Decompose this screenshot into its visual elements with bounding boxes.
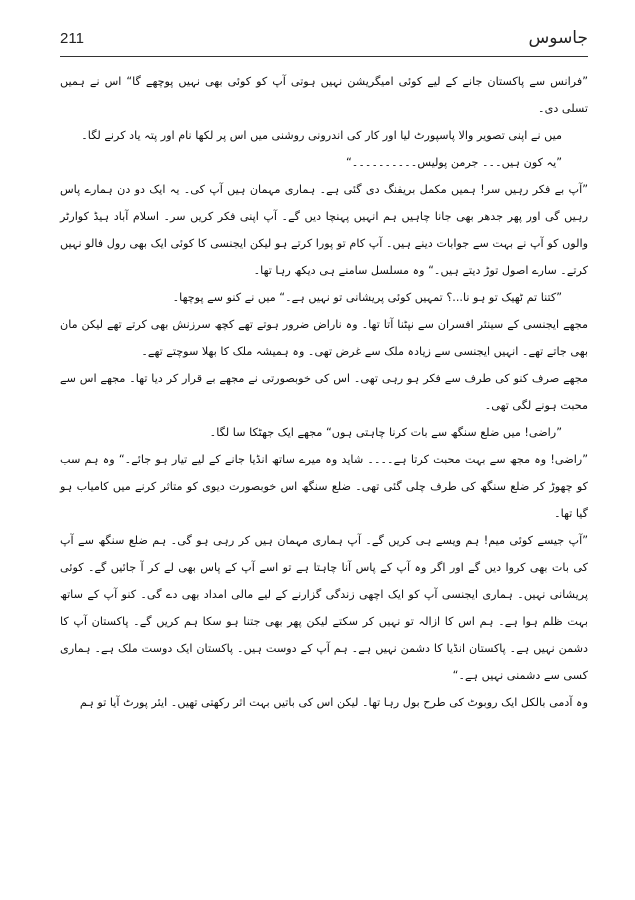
paragraph: وہ آدمی بالکل ایک روبوٹ کی طرح بول رہا تھا۔ لیکن اس کی باتیں بہت اثر رکھتی تھیں۔ ایئر پورٹ آیا تو ہم [79, 696, 588, 709]
paragraph: ”یہ کون ہیں۔۔۔ جرمن پولیس۔۔۔۔۔۔۔۔۔۔“ [345, 156, 562, 169]
paragraph: میں نے اپنی تصویر والا پاسپورٹ لیا اور کار کی اندرونی روشنی میں اس پر لکھا نام اور پتہ یاد کرنے لگا۔ [81, 129, 562, 142]
paragraph: ”کتنا تم ٹھیک تو ہو نا...؟ تمہیں کوئی پریشانی تو نہیں ہے۔“ میں نے کنو سے پوچھا۔ [172, 291, 562, 304]
header-rule [60, 56, 588, 57]
paragraph: ”راضی! وہ مجھ سے بہت محبت کرتا ہے۔۔۔۔ شاید وہ میرے ساتھ انڈیا جانے کے لیے تیار ہو جائے۔“ وہ ہم سب کو چھوڑ کر ضلع سنگھ کی طرف چلی گئی تھی۔ ضلع سنگھ اس خوبصورت دیوی کو متاثر کرنے میں کامیاب ہو گیا تھا۔ [60, 453, 588, 520]
paragraph: ”آپ بے فکر رہیں سر! ہمیں مکمل بریفنگ دی گئی ہے۔ ہماری مہمان ہیں آپ کی۔ یہ ایک دو دن ہمارے پاس رہیں گی اور پھر جدھر بھی جانا چاہیں ہم انہیں پہنچا دیں گے۔ آپ اپنی فکر کریں سر۔ اسلام آباد ہیڈ کوارٹر والوں کو آپ نے بہت سے جوابات دینے ہیں۔ آپ کام تو پورا کرتے ہو لیکن ایجنسی کا کوئی ایک بھی رول فالو نہیں کرتے۔ سارے اصول توڑ دیتے ہیں۔“ وہ مسلسل سامنے ہی دیکھ رہا تھا۔ [60, 183, 588, 277]
page-header [60, 28, 588, 58]
paragraph: ”فرانس سے پاکستان جانے کے لیے کوئی امیگریشن نہیں ہوتی آپ کو کوئی بھی نہیں پوچھے گا“ اس نے ہمیں تسلی دی۔ [60, 75, 588, 115]
paragraph: ”راضی! میں ضلع سنگھ سے بات کرنا چاہتی ہوں“ مجھے ایک جھٹکا سا لگا۔ [209, 426, 562, 439]
running-title: جاسوس [528, 28, 588, 48]
paragraph: ”آپ جیسے کوئی میم! ہم ویسے ہی کریں گے۔ آپ ہماری مہمان ہیں کر رہی ہو گی۔ ہم ضلع سنگھ سے آپ کی بات بھی کروا دیں گے اور اگر وہ آپ کے پاس آنا چاہتا ہے تو اسے آپ کے پاس بھی لے کر آ جائیں گے۔ کوئی پریشانی نہیں۔ ہماری ایجنسی آپ کو ایک اچھی زندگی گزارنے کے لیے مالی امداد بھی دے گی۔ کنو آپ کے ساتھ بہت ظلم ہوا ہے۔ ہم اس کا ازالہ تو نہیں کر سکتے لیکن پھر بھی جتنا ہو سکا ہم کریں گے۔ پاکستان آپ کا دشمن نہیں ہے۔ پاکستان انڈیا کا دشمن نہیں ہے۔ ہم آپ کے دوست ہیں۔ پاکستان ایک دوست ملک ہے۔ ہماری کسی سے دشمنی نہیں ہے۔“ [60, 534, 588, 682]
paragraph: مجھے صرف کنو کی طرف سے فکر ہو رہی تھی۔ اس کی خوبصورتی نے مجھے بے قرار کر دیا تھا۔ مجھے اس سے محبت ہونے لگی تھی۔ [60, 372, 588, 412]
paragraph: مجھے ایجنسی کے سینئر افسران سے نپٹنا آتا تھا۔ وہ ناراض ضرور ہوتے تھے کچھ سرزنش بھی کرتے تھے لیکن مان بھی جاتے تھے۔ انہیں ایجنسی سے زیادہ ملک سے غرض تھی۔ وہ ہمیشہ ملک کا بھلا سوچتے تھے۔ [60, 318, 588, 358]
page-number: 211 [60, 30, 84, 47]
page-body [60, 68, 588, 716]
